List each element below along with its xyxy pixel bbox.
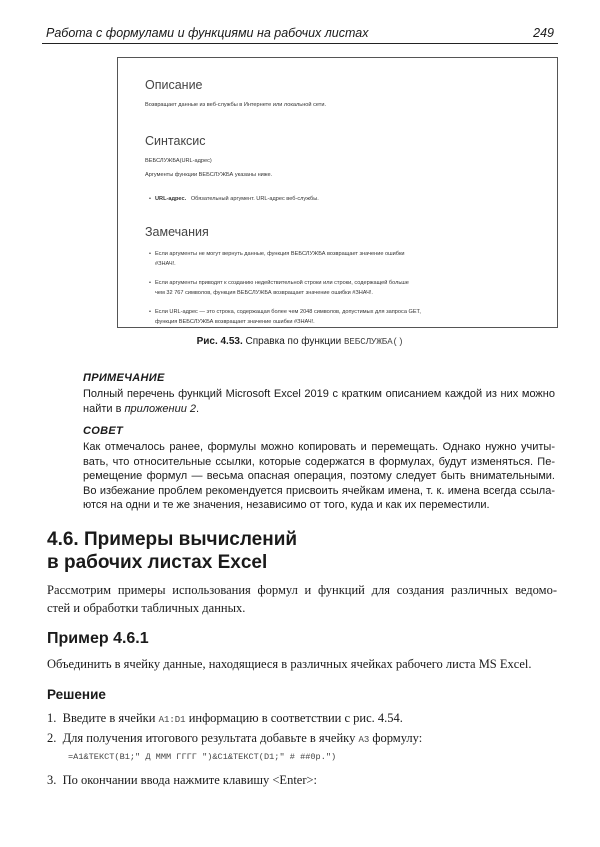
fig-remark-1-cont: #ЗНАЧ!. (155, 261, 176, 267)
header-title: Работа с формулами и функциями на рабочих листах (46, 26, 369, 40)
advice-line-4: Во избежание проблем рекомендуется присвоить ячейкам имена, т. к. имена всегда ссыла- (83, 484, 555, 497)
fig-remark-2-cont: чем 32 767 символов, функция ВЕБСЛУЖБА возвращает значение ошибки #ЗНАЧ!. (155, 290, 373, 296)
caption-text: Справка по функции (245, 336, 342, 347)
bullet-icon: • (149, 251, 151, 257)
fig-description-text: Возвращает данные из веб-службы в Интернете или локальной сети. (145, 102, 327, 108)
fig-remark-1: • Если аргументы не могут вернуть данные, функция ВЕБСЛУЖБА возвращает значение ошибки (149, 251, 405, 257)
note-title: ПРИМЕЧАНИЕ (83, 372, 165, 384)
fig-remark-2: • Если аргументы приводят к созданию недействительной строки или строки, содержащей больше (149, 280, 409, 286)
note-line-2: найти в приложении 2. (83, 402, 200, 415)
fig-syntax-note: Аргументы функции ВЕБСЛУЖБА указаны ниже. (145, 172, 273, 178)
bullet-icon: • (149, 309, 151, 315)
section-intro (47, 581, 557, 618)
advice-line-3: ремещение формул — весьма опасная операция, поэтому следует быть внимательными. (83, 470, 555, 483)
step-3: 3. По окончании ввода нажмите клавишу <Enter>: (47, 773, 318, 787)
cell-range: A1:D1 (158, 715, 186, 725)
fig-remark-3-cont: функция ВЕБСЛУЖБА возвращает значение ошибки #ЗНАЧ!. (155, 319, 315, 325)
fig-arg-name: URL-адрес. (155, 196, 187, 202)
advice-line-1: Как отмечалось ранее, формулы можно копировать и перемещать. Однако нужно учиты- (83, 441, 555, 453)
fig-syntax-text: ВЕБСЛУЖБА(URL-адрес) (145, 158, 212, 164)
fig-syntax-heading: Синтаксис (145, 134, 206, 148)
running-header (42, 25, 558, 44)
help-screenshot-figure (117, 57, 558, 328)
note-text (83, 387, 555, 416)
bullet-icon: • (149, 196, 151, 202)
advice-text (83, 440, 555, 513)
solution-heading: Решение (47, 687, 106, 702)
step-2: 2. Для получения итогового результата добавьте в ячейку A3 формулу: (47, 731, 423, 745)
formula-code: =A1&ТЕКСТ(B1;" Д МММ ГГГГ ")&C1&ТЕКСТ(D1;" # ##0р.") (68, 752, 337, 762)
cell-ref: A3 (358, 735, 370, 745)
intro-line-2: стей и обработки табличных данных. (47, 601, 246, 616)
fig-argument (149, 196, 319, 202)
caption-function: ВЕБСЛУЖБА() (344, 337, 404, 347)
step-1: 1. Введите в ячейки A1:D1 информацию в соответствии с рис. 4.54. (47, 711, 403, 725)
advice-line-2: вать, что относительные ссылки, которые содержатся в формулах, будут изменяться. Пе- (83, 455, 555, 468)
note-line-1: Полный перечень функций Microsoft Excel 2019 с кратким описанием каждой из них можно (83, 388, 555, 400)
advice-line-5: ются на одни и те же значения, независимо от того, куда и как их переместили. (83, 499, 490, 512)
fig-arg-desc: Обязательный аргумент. URL-адрес веб-службы. (190, 196, 319, 202)
bullet-icon: • (149, 280, 151, 286)
page-number: 249 (533, 26, 554, 40)
example-task: Объединить в ячейку данные, находящиеся в различных ячейках рабочего листа MS Excel. (47, 657, 532, 671)
fig-remark-3: • Если URL-адрес — это строка, содержащая более чем 2048 символов, допустимых для запроса GET, (149, 309, 421, 315)
appendix-reference: приложении 2 (124, 402, 197, 415)
section-heading: 4.6. Примеры вычислений в рабочих листах Excel (47, 529, 298, 573)
caption-label: Рис. 4.53. (196, 336, 243, 347)
advice-title: СОВЕТ (83, 425, 123, 437)
figure-caption (0, 336, 600, 347)
intro-line-1: Рассмотрим примеры использования формул и функций для создания различных ведомо- (47, 583, 557, 597)
fig-remarks-heading: Замечания (145, 225, 209, 239)
fig-description-heading: Описание (145, 78, 203, 92)
example-heading: Пример 4.6.1 (47, 630, 149, 647)
